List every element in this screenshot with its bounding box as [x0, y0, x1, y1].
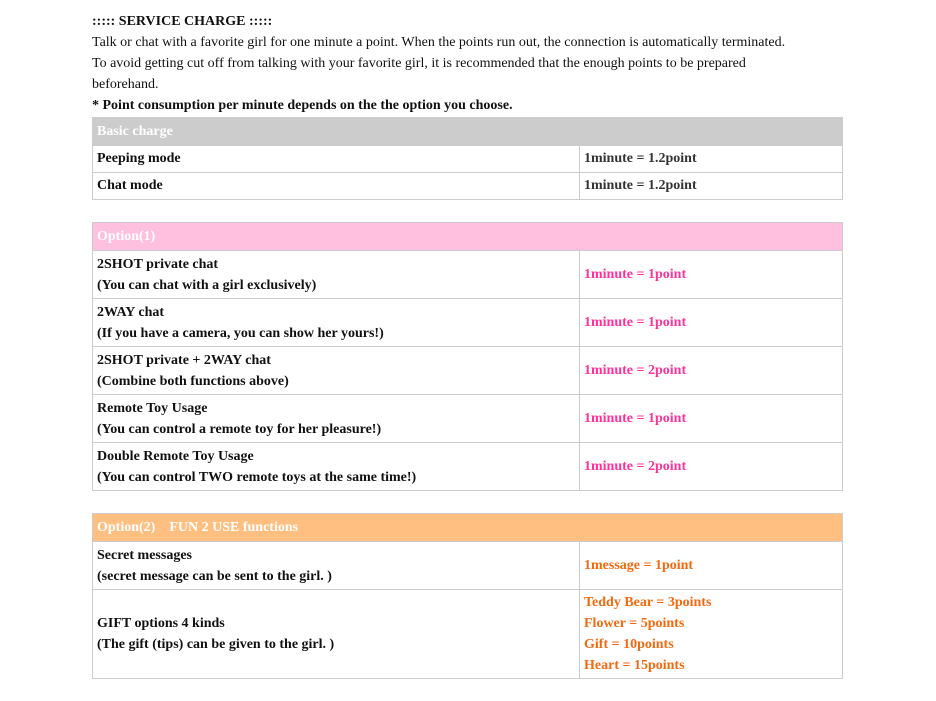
- item-detail: (You can chat with a girl exclusively): [97, 277, 317, 293]
- item-price: 1minute = 2point: [580, 443, 843, 491]
- item-cell: [93, 542, 580, 590]
- item-name: Remote Toy Usage: [97, 400, 208, 416]
- item-name: Double Remote Toy Usage: [97, 448, 254, 464]
- table-row: [93, 146, 843, 173]
- item-detail: (Combine both functions above): [97, 373, 289, 389]
- option2-header-row: [93, 514, 843, 542]
- gift-price-list: [580, 590, 843, 679]
- item-detail: (If you have a camera, you can show her yours!): [97, 325, 384, 341]
- item-name: GIFT options 4 kinds: [97, 616, 225, 631]
- table-row: [93, 542, 843, 590]
- item-detail: (secret message can be sent to the girl. ): [97, 568, 332, 584]
- item-cell: [93, 590, 580, 679]
- item-name: Peeping mode: [93, 146, 580, 173]
- table-row: [93, 299, 843, 347]
- basic-charge-table: [92, 117, 843, 200]
- intro-line-3: beforehand.: [92, 77, 159, 92]
- item-name: 2SHOT private + 2WAY chat: [97, 352, 271, 368]
- intro-line-1: Talk or chat with a favorite girl for one minute a point. When the points run out, the connection is automatically terminated.: [92, 35, 786, 50]
- item-price: 1minute = 1.2point: [580, 146, 843, 173]
- gift-price-heart: Heart = 15points: [584, 658, 685, 673]
- item-detail: (You can control a remote toy for her pleasure!): [97, 421, 382, 437]
- option1-table: [92, 222, 843, 491]
- item-name: Secret messages: [97, 547, 192, 563]
- item-price: 1minute = 1point: [580, 395, 843, 443]
- option1-header-row: [93, 223, 843, 251]
- item-detail: (You can control TWO remote toys at the same time!): [97, 469, 417, 485]
- table-row: [93, 251, 843, 299]
- gift-price-teddy-bear: Teddy Bear = 3points: [584, 595, 712, 610]
- service-charge-section: [92, 0, 842, 679]
- item-cell: [93, 395, 580, 443]
- table-row: [93, 173, 843, 200]
- basic-charge-header-row: [93, 118, 843, 146]
- table-row: [93, 347, 843, 395]
- item-name: 2SHOT private chat: [97, 256, 219, 272]
- consumption-note: * Point consumption per minute depends on the the option you choose.: [92, 98, 513, 113]
- intro-line-2: To avoid getting cut off from talking with your favorite girl, it is recommended that the enough points to be prepared: [92, 56, 746, 71]
- item-price: 1minute = 1.2point: [580, 173, 843, 200]
- page-title: ::::: SERVICE CHARGE :::::: [92, 14, 273, 29]
- item-cell: [93, 299, 580, 347]
- item-cell: [93, 251, 580, 299]
- option1-header: Option(1): [93, 223, 843, 251]
- item-price: 1minute = 2point: [580, 347, 843, 395]
- intro-text: [92, 32, 842, 95]
- item-detail: (The gift (tips) can be given to the girl. ): [97, 637, 335, 652]
- item-price: 1minute = 1point: [580, 251, 843, 299]
- item-price: 1message = 1point: [580, 542, 843, 590]
- table-row: [93, 590, 843, 679]
- gift-price-gift: Gift = 10points: [584, 637, 674, 652]
- table-row: [93, 443, 843, 491]
- item-price: 1minute = 1point: [580, 299, 843, 347]
- item-cell: [93, 347, 580, 395]
- option2-header: Option(2) FUN 2 USE functions: [93, 514, 843, 542]
- gift-price-flower: Flower = 5points: [584, 616, 685, 631]
- item-name: 2WAY chat: [97, 304, 165, 320]
- basic-charge-header: Basic charge: [93, 118, 843, 146]
- item-cell: [93, 443, 580, 491]
- option2-table: [92, 513, 843, 679]
- table-row: [93, 395, 843, 443]
- item-name: Chat mode: [93, 173, 580, 200]
